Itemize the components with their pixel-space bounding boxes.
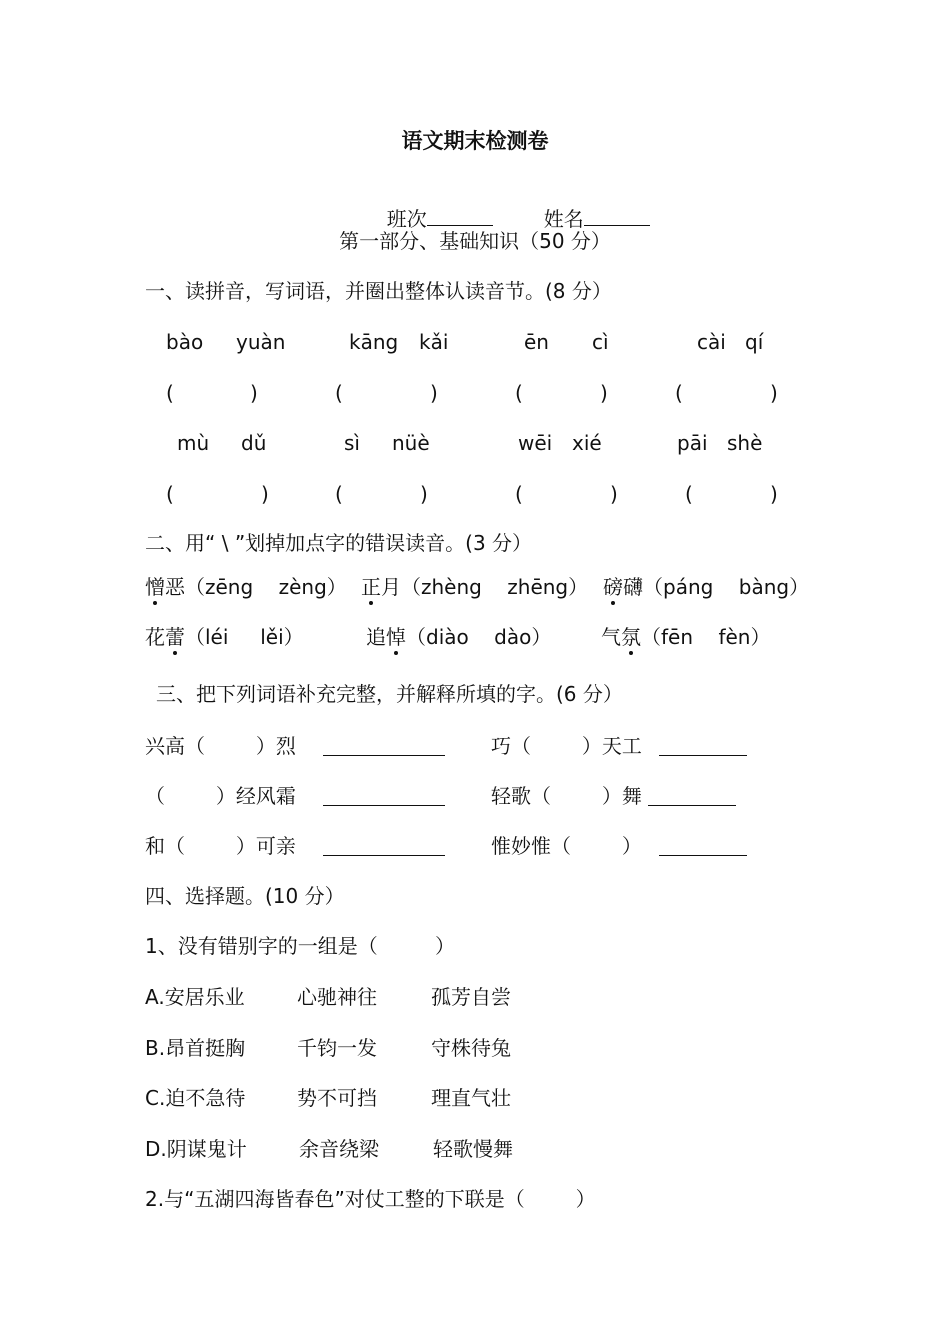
- pinyin: nüè: [392, 431, 430, 455]
- answer-paren-open: (: [166, 381, 174, 405]
- idiom-item: 惟妙惟（ ）: [491, 834, 642, 858]
- answer-paren-close: ): [770, 381, 778, 405]
- pinyin: dǔ: [241, 431, 267, 455]
- idiom-item: （ ）经风霜: [145, 784, 296, 808]
- pinyin: sì: [344, 431, 360, 455]
- idiom-item: 巧（ ）天工: [491, 734, 642, 758]
- pinyin: pāi: [677, 431, 708, 455]
- pinyin: yuàn: [236, 330, 286, 354]
- pinyin: mù: [177, 431, 210, 455]
- answer-paren-open: (: [515, 381, 523, 405]
- option-a-word: 心驰神往: [297, 985, 377, 1009]
- q4-heading: 四、选择题。(10 分）: [145, 884, 345, 908]
- option-b-word: 守株待兔: [431, 1036, 511, 1060]
- answer-paren-close: ): [250, 381, 258, 405]
- q3-heading: 三、把下列词语补充完整，并解释所填的字。(6 分）: [156, 682, 623, 706]
- dotted-char: 氛: [621, 625, 641, 649]
- answer-blank[interactable]: [323, 735, 445, 756]
- pinyin: qí: [745, 330, 764, 354]
- answer-paren-open: (: [166, 482, 174, 506]
- pinyin: cì: [592, 330, 609, 354]
- option-c-word: 理直气壮: [431, 1086, 511, 1110]
- answer-blank[interactable]: [659, 835, 747, 856]
- class-blank[interactable]: [427, 205, 493, 226]
- idiom-item: 兴高（ ）烈: [145, 734, 296, 758]
- question-2: 2.与“五湖四海皆春色”对仗工整的下联是（ ）: [145, 1187, 596, 1211]
- answer-paren-close: ): [430, 381, 438, 405]
- reading-item: 追悼（diào dào）: [366, 625, 552, 649]
- option-d: D.阴谋鬼计: [145, 1137, 247, 1161]
- name-field: [531, 177, 650, 233]
- option-c: C.迫不急待: [145, 1086, 246, 1110]
- part1-title: 第一部分、基础知识（50 分）: [339, 229, 611, 253]
- pinyin: ēn: [524, 330, 549, 354]
- reading-item: 憎恶（zēng zèng）: [145, 575, 347, 599]
- idiom-item: 和（ ）可亲: [145, 834, 296, 858]
- class-field: [374, 177, 493, 233]
- dotted-char: 磅: [603, 575, 623, 599]
- answer-paren-open: (: [515, 482, 523, 506]
- reading-item: 正月（zhèng zhēng）: [361, 575, 589, 599]
- answer-paren-open: (: [335, 482, 343, 506]
- option-b: B.昂首挺胸: [145, 1036, 246, 1060]
- pinyin: bào: [166, 330, 204, 354]
- answer-paren-open: (: [685, 482, 693, 506]
- answer-paren-close: ): [610, 482, 618, 506]
- answer-blank[interactable]: [659, 735, 747, 756]
- q1-heading: 一、读拼音，写词语，并圈出整体认读音节。(8 分）: [145, 279, 612, 303]
- option-d-word: 轻歌慢舞: [433, 1137, 513, 1161]
- answer-paren-close: ): [600, 381, 608, 405]
- answer-paren-open: (: [335, 381, 343, 405]
- option-a: A.安居乐业: [145, 985, 245, 1009]
- option-b-word: 千钧一发: [297, 1036, 377, 1060]
- name-label: 姓名: [543, 207, 584, 231]
- answer-paren-close: ): [420, 482, 428, 506]
- pinyin: cài: [697, 330, 726, 354]
- reading-item: 磅礴（páng bàng）: [603, 575, 810, 599]
- q2-heading: 二、用“ \ ”划掉加点字的错误读音。(3 分）: [145, 531, 533, 555]
- answer-paren-close: ): [261, 482, 269, 506]
- dotted-char: 憎: [145, 575, 165, 599]
- answer-paren-close: ): [770, 482, 778, 506]
- answer-blank[interactable]: [323, 785, 445, 806]
- answer-paren-open: (: [675, 381, 683, 405]
- reading-item: 气氛（fēn fèn）: [601, 625, 771, 649]
- question-1: 1、没有错别字的一组是（ ）: [145, 934, 455, 958]
- answer-blank[interactable]: [323, 835, 445, 856]
- option-d-word: 余音绕梁: [299, 1137, 379, 1161]
- dotted-char: 悼: [386, 625, 406, 649]
- pinyin: shè: [727, 431, 763, 455]
- dotted-char: 蕾: [165, 625, 185, 649]
- page-title: 语文期末检测卷: [401, 129, 549, 153]
- option-c-word: 势不可挡: [297, 1086, 377, 1110]
- dotted-char: 正: [361, 575, 381, 599]
- option-a-word: 孤芳自尝: [431, 985, 511, 1009]
- pinyin: xié: [572, 431, 602, 455]
- name-blank[interactable]: [584, 205, 650, 226]
- pinyin: wēi: [518, 431, 553, 455]
- idiom-item: 轻歌（ ）舞: [491, 784, 642, 808]
- pinyin: kǎi: [419, 330, 449, 354]
- reading-item: 花蕾（léi lěi）: [145, 625, 304, 649]
- class-label: 班次: [386, 207, 427, 231]
- answer-blank[interactable]: [648, 785, 736, 806]
- pinyin: kāng: [349, 330, 399, 354]
